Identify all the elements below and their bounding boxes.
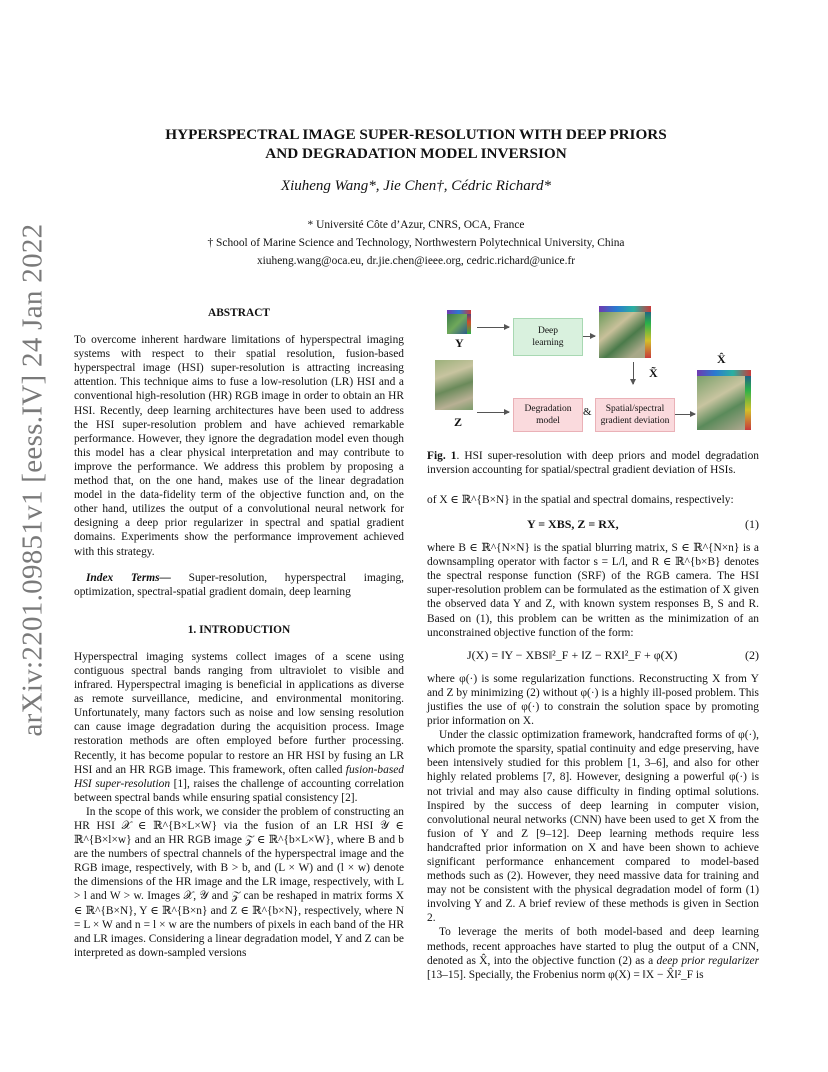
index-terms-label: Index Terms—	[86, 571, 171, 584]
leverage-end: [13–15]. Specially, the Frobenius norm φ(X) = ‖X − X̂‖²_F is	[427, 968, 704, 981]
label-y: Y	[455, 336, 464, 350]
index-terms-text: Super-resolution, hyperspectral imaging, optimization, spectral-spatial gradient domain, deep learning	[74, 571, 404, 598]
leverage-emphasis: deep prior regularizer	[656, 954, 759, 967]
equation-2-body: J(X) = ‖Y − XBS‖²_F + ‖Z − RX‖²_F + φ(X)	[467, 647, 678, 662]
intro-p1-end: [1], raises the challenge of accounting correlation between spectral bands while ensuring spatial consistency [2].	[74, 777, 404, 804]
phi-paragraph: where φ(·) is some regularization functions. Reconstructing X from Y and Z by minimizing (2) without φ(·) is a highly ill-posed problem. This justifies the use of φ(·) to constrain the solution space by promoting prior information on X.	[427, 672, 759, 728]
affiliation-1: * Université Côte d’Azur, CNRS, OCA, France	[307, 219, 525, 231]
title-line-1: HYPERSPECTRAL IMAGE SUPER-RESOLUTION WITH DEEP PRIORS	[165, 126, 667, 143]
leverage-text: To leverage the merits of both model-based and deep learning methods, recent approaches have started to plug the output of a CNN, denoted as X̂, into the objective function (2) as a	[427, 926, 759, 967]
gradient-deviation-box: Spatial/spectral gradient deviation	[595, 398, 675, 432]
equation-2-number: (2)	[745, 647, 759, 662]
hr-rgb-image	[435, 360, 473, 410]
arrow-z-to-degradation	[477, 412, 509, 413]
equation-1	[427, 513, 759, 537]
xhat-cube	[697, 370, 751, 430]
equation-1-number: (1)	[745, 517, 759, 532]
right-column	[427, 493, 759, 982]
caption-text: . HSI super-resolution with deep priors and model degradation inversion accounting for spatial/spectral gradient deviation of HSIs.	[427, 450, 759, 476]
leverage-paragraph	[427, 925, 759, 981]
arxiv-sidebar	[8, 223, 58, 737]
equation-1-body: Y = XBS, Z = RX,	[527, 517, 619, 532]
authors: Xiuheng Wang*, Jie Chen†, Cédric Richard*	[280, 178, 552, 194]
arrow-xtilde-down	[633, 362, 634, 384]
abstract-heading: ABSTRACT	[207, 307, 271, 319]
intro-heading: 1. INTRODUCTION	[187, 623, 291, 636]
continuation-paragraph: of X ∈ ℝ^{B×N} in the spatial and spectral domains, respectively:	[427, 494, 734, 506]
caption-label: Fig. 1	[427, 450, 457, 462]
author-emails: xiuheng.wang@oca.eu, dr.jie.chen@ieee.org, cedric.richard@unice.fr	[256, 255, 576, 267]
arrow-to-xhat	[675, 414, 695, 415]
equation-2	[427, 644, 759, 668]
index-terms	[74, 571, 404, 599]
affiliation-2: † School of Marine Science and Technology, Northwestern Polytechnical University, China	[207, 237, 625, 249]
intro-p1-text: Hyperspectral imaging systems collect images of a scene using contiguous spectral bands ranging from ultraviolet to visible and infrared. Hyperspectral imaging is beneficial in applications as diverse as remote surveillance, medicine, and environmental monitoring. Unfortunately, many factors such as noise and low sensing resolution can cause image degradation during the acquisition process. Image restoration methods are often employed before further processing. Recently, it has become popular to restore an HR HSI by fusing an LR HSI and an HR RGB image. This framework, often called	[74, 650, 404, 776]
abstract-text: To overcome inherent hardware limitations of hyperspectral imaging systems with respect to their spatial resolution, fusion-based hyperspectral image (HSI) super-resolution is attracting increasing attention. This technique aims to fuse a low-resolution (LR) HSI and a conventional high-resolution (HR) RGB image in order to obtain an HR HSI. Recently, deep learning architectures have been used to address the HSI super-resolution problem and have achieved remarkable performance. However, they ignore the degradation model even though this model has a clear physical interpretation and may contribute to improve the performance. We address this problem by proposing a method that, on the one hand, makes use of the linear degradation model in the data-fidelity term of the objective function and, on the other hand, utilizes the output of a convolutional neural network for designing a deep prior regularizer in spectral and spatial gradient domains. Experiments show the performance improvement achieved with this strategy.	[74, 334, 404, 558]
intro-paragraph-1	[74, 650, 404, 805]
paper-title	[100, 125, 732, 163]
where-paragraph: where B ∈ ℝ^{N×N} is the spatial blurring matrix, S ∈ ℝ^{N×n} is a downsampling operator with factor s = L/l, and R ∈ ℝ^{b×B} denotes the spectral response function (SRF) of the RGB camera. The HSI super-resolution problem can be formulated as the estimation of X given the observed data Y and Z, with known system responses B, S and R. Based on (1), this problem can be written as the minimization of an unconstrained objective function of the form:	[427, 542, 759, 639]
arxiv-id: arXiv:2201.09851v1 [eess.IV] 24 Jan 2022	[16, 223, 49, 737]
arrow-deep-to-xtilde	[583, 336, 595, 337]
intro-p1-emphasis: fusion-based HSI super-resolution	[74, 763, 404, 790]
label-xtilde: X̃	[649, 366, 658, 380]
title-line-2: AND DEGRADATION MODEL INVERSION	[265, 145, 567, 162]
left-column	[74, 306, 404, 960]
xtilde-cube	[599, 306, 651, 358]
arrow-y-to-deep	[477, 327, 509, 328]
degradation-model-box: Degradation model	[513, 398, 583, 432]
deep-learning-box: Deep learning	[513, 318, 583, 356]
intro-paragraph-2: In the scope of this work, we consider the problem of constructing an HR HSI 𝒳 ∈ ℝ^{B×L×W} via the fusion of an LR HSI 𝒴 ∈ ℝ^{B×l×w} and an HR RGB image 𝒵 ∈ ℝ^{b×L×W}, where B and b are the numbers of spectral channels of the hyperspectral image and the RGB image, respectively, with B > b, and (L × W) and (l × w) denote the dimensions of the HR image and the LR image, respectively, with L > l and W > w. Images 𝒳, 𝒴 and 𝒵 can be reshaped in matrix forms X ∈ ℝ^{B×N}, Y ∈ ℝ^{B×n} and Z ∈ ℝ^{b×N}, respectively, where N = L × W and n = l × w are the numbers of pixels in each band of the HR and LR images. Considering a linear degradation model, Y and Z can be interpreted as down-sampled versions	[74, 805, 404, 959]
ampersand: &	[583, 406, 592, 418]
figure-1	[425, 300, 760, 440]
label-z: Z	[454, 415, 463, 429]
figure-caption	[427, 449, 759, 477]
classic-paragraph: Under the classic optimization framework, handcrafted forms of φ(·), which promote the sparsity, spatial continuity and edge preserving, have been intensively studied for this problem [1, 3–6], and also for other highly related problems [7, 8]. However, designing a powerful φ(·) is not trivial and may also cause difficulty in finding optimal solutions. Inspired by the success of deep learning in computer vision, convolutional neural networks (CNN) have been used to get X from the fusion of Y and Z [9–12]. Deep learning methods require less handcrafted prior information on X and have been shown to achieve significant performance enhancement compared to model-based methods such as (2). However, they need massive data for training and may not be consistent with the physical degradation model of form (1) involving Y and Z. A brief review of these methods is given in Section 2.	[427, 729, 759, 925]
label-xhat: X̂	[717, 352, 726, 366]
lr-hsi-cube	[447, 310, 471, 334]
